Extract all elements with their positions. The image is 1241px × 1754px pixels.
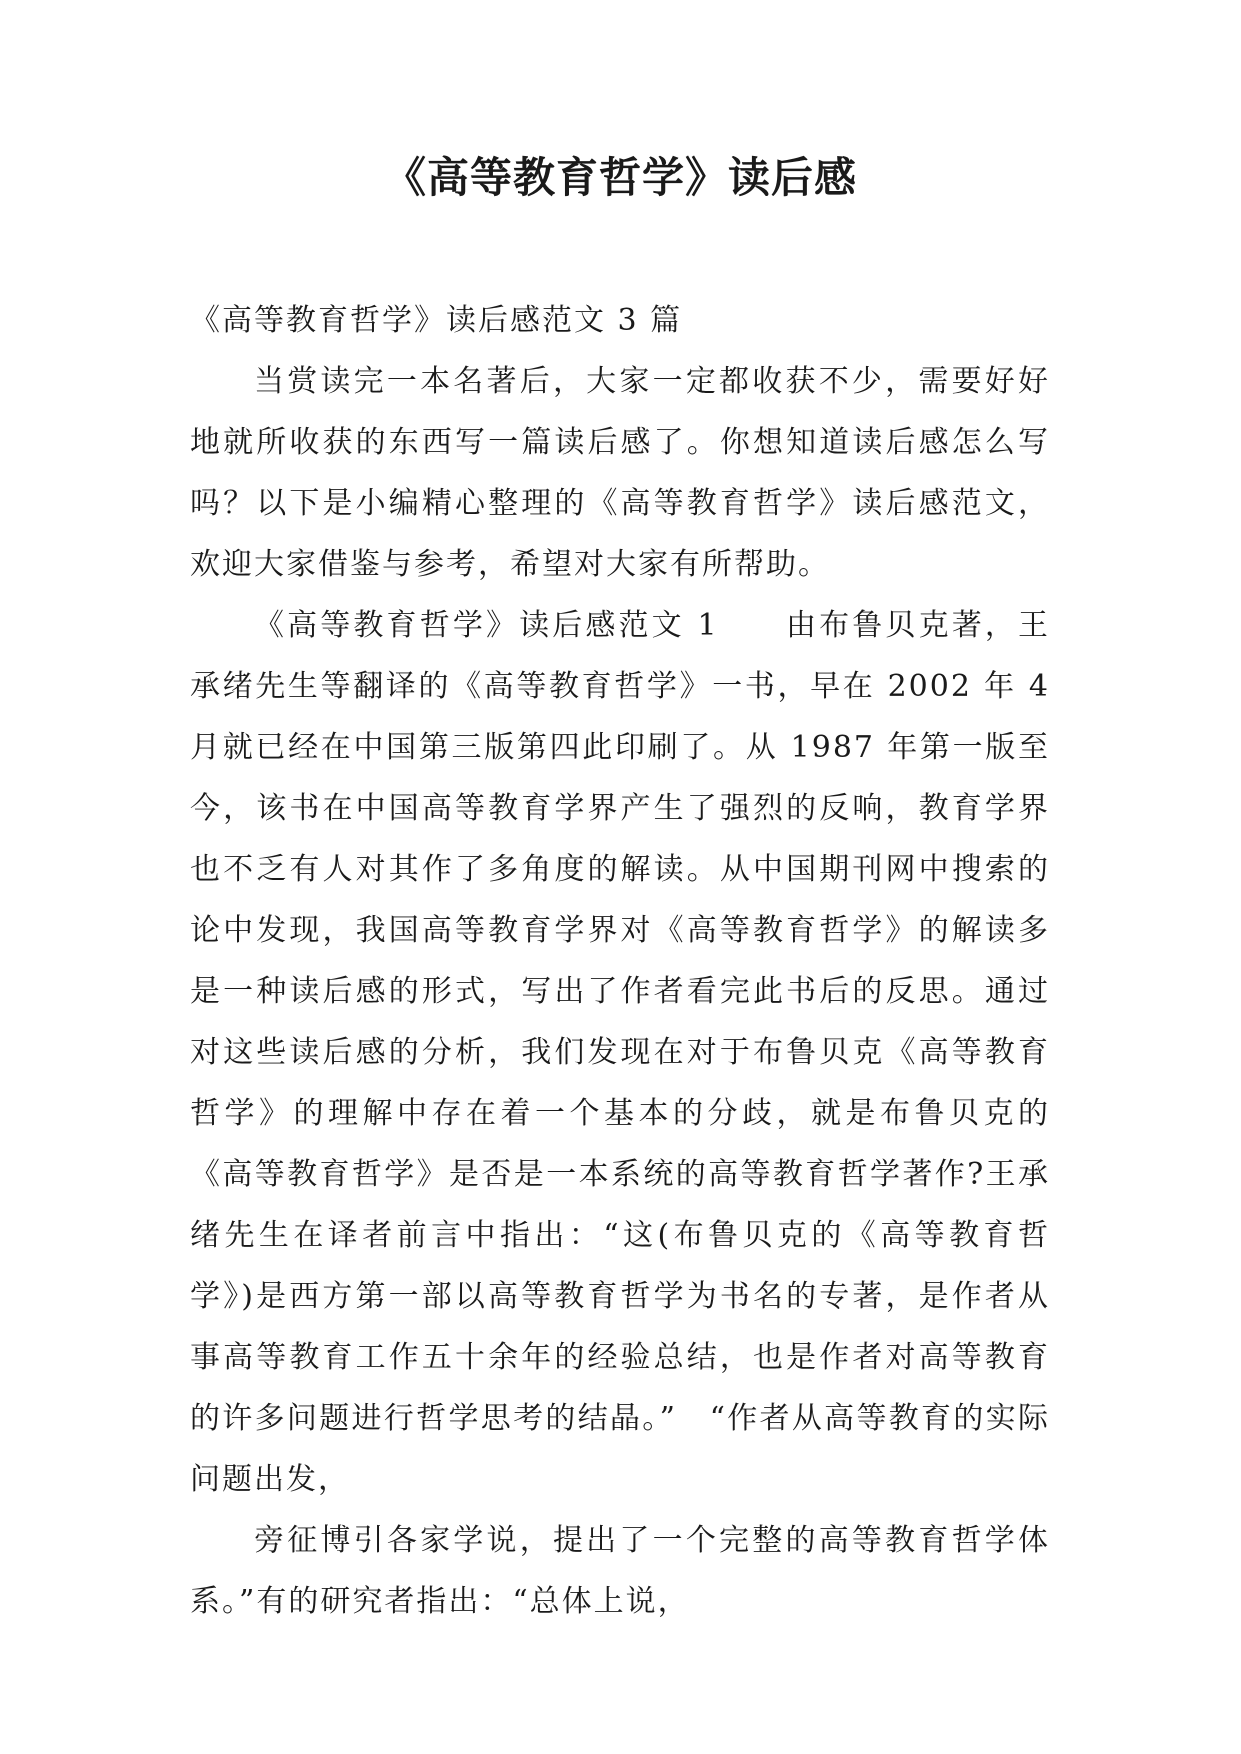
- document-title: 《高等教育哲学》读后感: [383, 153, 857, 202]
- essay-paragraph-1: 《高等教育哲学》读后感范文 1 由布鲁贝克著，王承绪先生等翻译的《高等教育哲学》一书，早在 2002 年 4 月就已经在中国第三版第四此印刷了。从 1987 年第一版至今，该书在中国高等教育学界产生了强烈的反响，教育学界也不乏有人对其作了多角度的解读。从中国期刊网中搜索的论中发现，我国高等教育学界对《高等教育哲学》的解读多是一种读后感的形式，写出了作者看完此书后的反思。通过对这些读后感的分析，我们发现在对于布鲁贝克《高等教育哲学》的理解中存在着一个基本的分歧，就是布鲁贝克的《高等教育哲学》是否是一本系统的高等教育哲学著作?王承绪先生在译者前言中指出：“这(布鲁贝克的《高等教育哲学》)是西方第一部以高等教育哲学为书名的专著，是作者从事高等教育工作五十余年的经验总结，也是作者对高等教育的许多问题进行哲学思考的结晶。” “作者从高等教育的实际问题出发，: [190, 608, 1050, 1497]
- document-body: [190, 290, 1050, 1632]
- subtitle-paragraph: 《高等教育哲学》读后感范文 3 篇: [190, 303, 683, 338]
- intro-paragraph: 当赏读完一本名著后，大家一定都收获不少，需要好好地就所收获的东西写一篇读后感了。你想知道读后感怎么写吗？以下是小编精心整理的《高等教育哲学》读后感范文，欢迎大家借鉴与参考，希望对大家有所帮助。: [190, 364, 1050, 582]
- essay-paragraph-2: 旁征博引各家学说，提出了一个完整的高等教育哲学体系。”有的研究者指出：“总体上说，: [190, 1523, 1050, 1619]
